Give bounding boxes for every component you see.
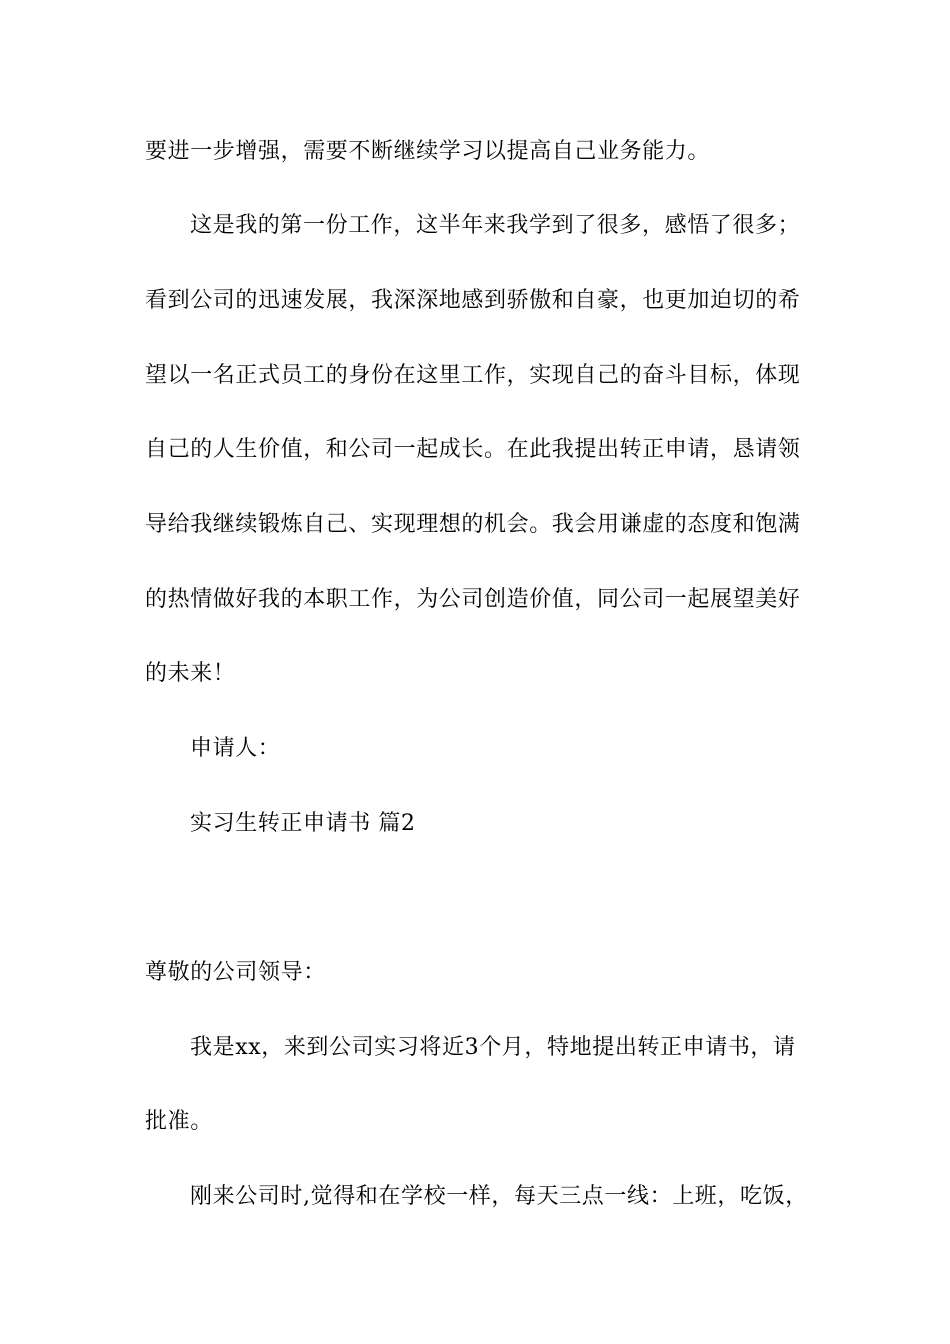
- paragraph-line: 这是我的第一份工作，这半年来我学到了很多，感悟了很多；: [190, 213, 801, 238]
- paragraph-line: 批准。: [145, 1109, 213, 1134]
- paragraph-line: 的热情做好我的本职工作，为公司创造价值，同公司一起展望美好: [145, 587, 801, 612]
- section-heading: 实习生转正申请书 篇2: [190, 811, 416, 836]
- signature-label: 申请人：: [190, 736, 281, 761]
- paragraph-line: 看到公司的迅速发展，我深深地感到骄傲和自豪，也更加迫切的希: [145, 288, 801, 313]
- paragraph-line: 我是xx，来到公司实习将近3个月，特地提出转正申请书，请: [190, 1035, 796, 1060]
- paragraph-line: 刚来公司时,觉得和在学校一样，每天三点一线：上班，吃饭，: [190, 1184, 808, 1209]
- paragraph-line: 望以一名正式员工的身份在这里工作，实现自己的奋斗目标，体现: [145, 363, 801, 388]
- salutation: 尊敬的公司领导：: [145, 960, 326, 985]
- paragraph-line: 要进一步增强，需要不断继续学习以提高自己业务能力。: [145, 139, 711, 164]
- paragraph-line: 导给我继续锻炼自己、实现理想的机会。我会用谦虚的态度和饱满: [145, 512, 801, 537]
- paragraph-line: 自己的人生价值，和公司一起成长。在此我提出转正申请，恳请领: [145, 437, 801, 462]
- paragraph-line: 的未来！: [145, 661, 236, 686]
